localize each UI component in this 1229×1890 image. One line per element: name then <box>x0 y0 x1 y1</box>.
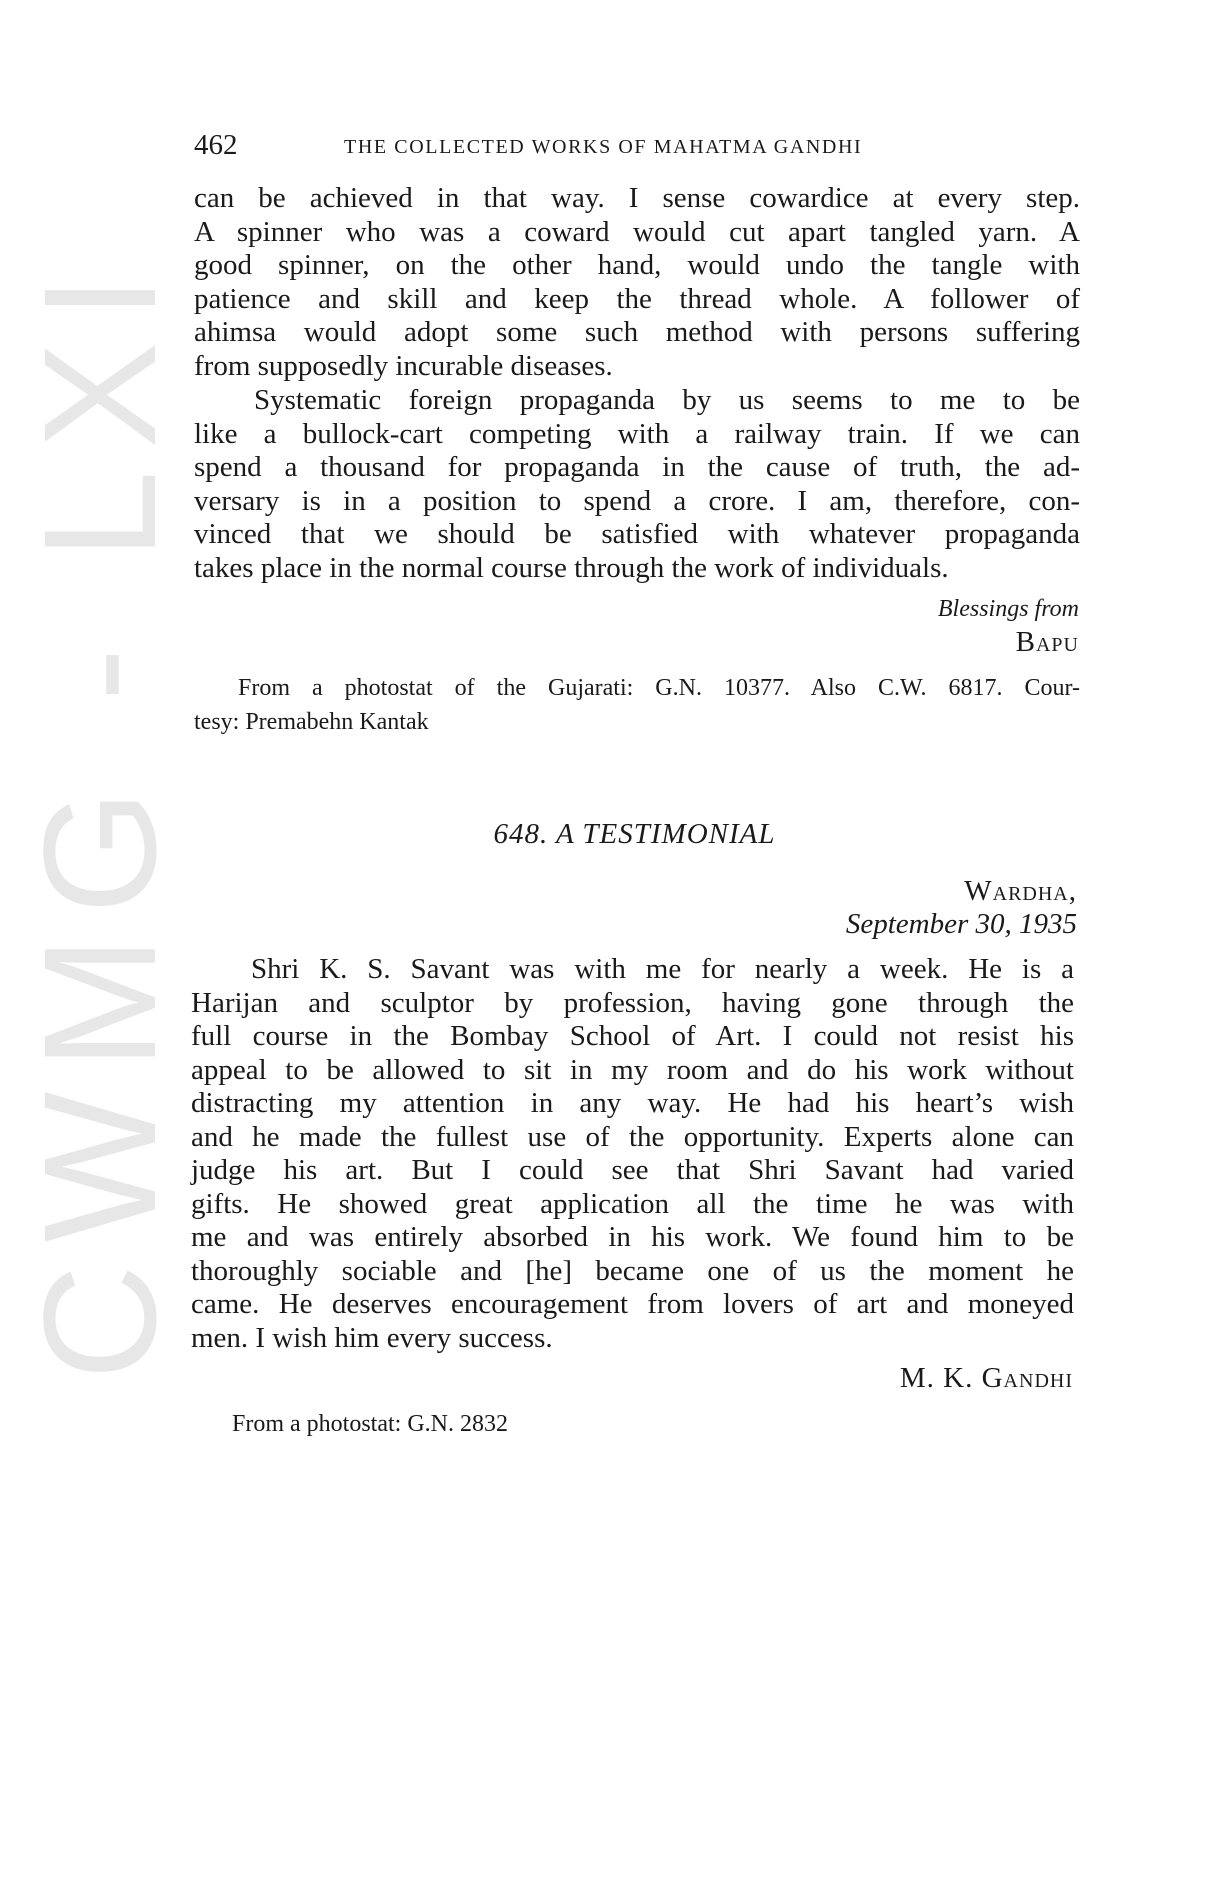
watermark: CWMG - LXI <box>10 253 189 1380</box>
letter-signature: Bapu <box>1015 626 1079 658</box>
text-line: Shri K. S. Savant was with me for nearly a week. He is a <box>251 953 1074 985</box>
text-line: ahimsa would adopt some such method with persons suffering <box>194 316 1080 348</box>
letter-closing: Blessings from <box>937 596 1079 622</box>
text-line: like a bullock-cart competing with a railway train. If we can <box>194 417 1080 450</box>
text-line: distracting my attention in any way. He had his heart’s wish <box>191 1087 1074 1119</box>
text-line: vinced that we should be satisfied with whatever propaganda <box>194 518 1080 550</box>
section-title: 648. A TESTIMONIAL <box>493 818 776 850</box>
dateline-date: September 30, 1935 <box>845 908 1077 940</box>
testimonial-signature: M. K. Gandhi <box>899 1362 1073 1394</box>
letter-paragraph-1 <box>194 182 1080 383</box>
dateline-place: Wardha, <box>964 875 1077 907</box>
text-line: appeal to be allowed to sit in my room and do his work without <box>191 1053 1074 1086</box>
text-line: men. I wish him every success. <box>191 1321 553 1354</box>
text-line: Harijan and sculptor by profession, having gone through the <box>191 986 1074 1019</box>
text-line: Systematic foreign propaganda by us seems to me to be <box>254 384 1080 416</box>
text-line: me and was entirely absorbed in his work. We found him to be <box>191 1221 1074 1253</box>
text-line: A spinner who was a coward would cut apart tangled yarn. A <box>194 215 1080 248</box>
text-line: spend a thousand for propaganda in the cause of truth, the ad- <box>194 451 1080 483</box>
text-line: patience and skill and keep the thread whole. A follower of <box>194 282 1080 315</box>
page-header <box>194 128 1074 166</box>
text-line: came. He deserves encouragement from lovers of art and moneyed <box>191 1288 1074 1320</box>
running-title: THE COLLECTED WORKS OF MAHATMA GANDHI <box>344 136 863 158</box>
letter-paragraph-2 <box>194 384 1080 585</box>
text-line: from supposedly incurable diseases. <box>194 349 613 382</box>
text-line: judge his art. But I could see that Shri Savant had varied <box>191 1154 1074 1186</box>
testimonial-body <box>191 953 1074 1355</box>
text-line: gifts. He showed great application all the time he was with <box>191 1187 1074 1220</box>
page-number: 462 <box>194 129 238 161</box>
letter-source-line-1: From a photostat of the Gujarati: G.N. 10377. Also C.W. 6817. Cour- <box>238 675 1080 701</box>
testimonial-source: From a photostat: G.N. 2832 <box>232 1411 508 1437</box>
text-line: full course in the Bombay School of Art. I could not resist his <box>191 1020 1074 1052</box>
letter-source-line-2: tesy: Premabehn Kantak <box>194 709 429 735</box>
text-line: can be achieved in that way. I sense cowardice at every step. <box>194 182 1080 214</box>
text-line: versary is in a position to spend a crore. I am, therefore, con- <box>194 484 1080 517</box>
text-line: good spinner, on the other hand, would undo the tangle with <box>194 249 1080 281</box>
text-line: thoroughly sociable and [he] became one of us the moment he <box>191 1254 1074 1287</box>
text-line: takes place in the normal course through the work of individuals. <box>194 551 949 584</box>
text-line: and he made the fullest use of the opportunity. Experts alone can <box>191 1120 1074 1153</box>
